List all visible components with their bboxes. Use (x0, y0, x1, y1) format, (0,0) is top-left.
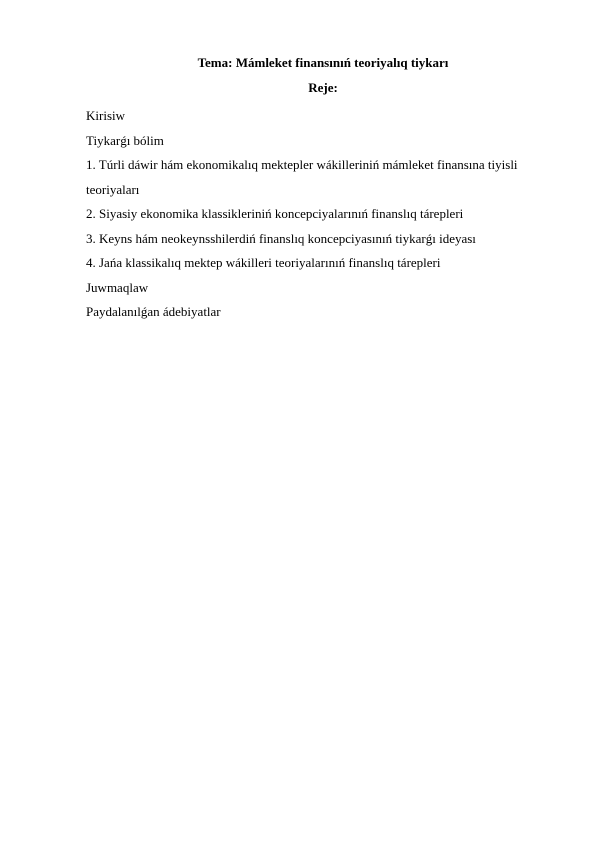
plan-heading: Reje: (308, 80, 338, 95)
plan-line-references: Paydalanılǵan ádebiyatlar (86, 304, 221, 319)
plan-line-item-4: 4. Jańa klassikalıq mektep wákilleri teoriyalarınıń finanslıq tárepleri (86, 255, 441, 270)
plan-line-item-3: 3. Keyns hám neokeynsshilerdiń finanslıq koncepciyasınıń tiykarǵı ideyası (86, 230, 476, 246)
plan-line-conclusion: Juwmaqlaw (86, 279, 149, 295)
plan-line-item-2: 2. Siyasiy ekonomika klassikleriniń koncepciyalarınıń finanslıq tárepleri (86, 206, 464, 221)
plan-list (86, 104, 566, 325)
plan-line-item-1-continued: teoriyaları (86, 181, 140, 197)
plan-line-item-1: 1. Túrli dáwir hám ekonomikalıq mektepler wákilleriniń mámleket finansına tiyisli (86, 157, 518, 172)
plan-line-introduction: Kirisiw (86, 108, 125, 123)
plan-line-main-part: Tiykarǵı bólim (86, 132, 164, 148)
document-title: Tema: Mámleket finansınıń teoriyalıq tiykarı (197, 55, 449, 70)
